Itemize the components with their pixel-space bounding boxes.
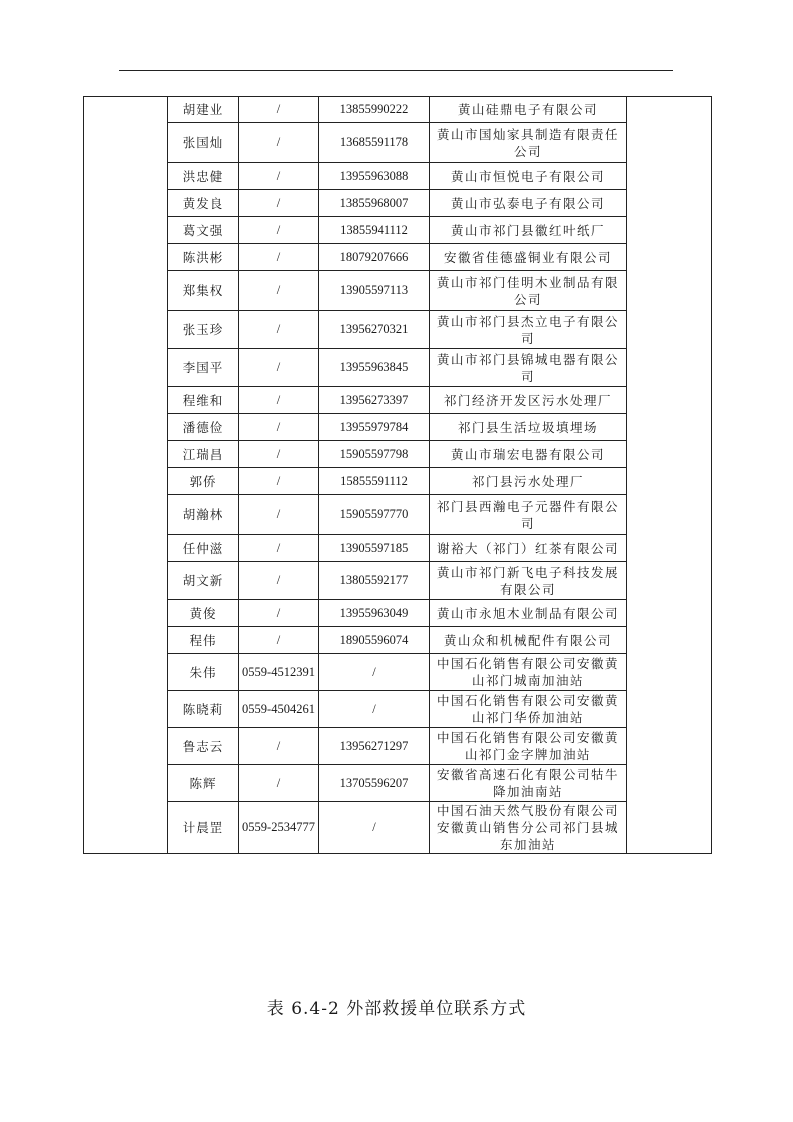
table-row	[84, 654, 712, 691]
name-cell: 陈洪彬	[168, 244, 239, 271]
phone-cell: /	[239, 728, 319, 765]
company-cell: 黄山市瑞宏电器有限公司	[430, 441, 627, 468]
phone-cell: /	[239, 349, 319, 387]
mobile-cell: 13855941112	[319, 217, 430, 244]
company-cell: 中国石油天然气股份有限公司安徽黄山销售分公司祁门县城东加油站	[430, 802, 627, 854]
mobile-cell: 13855990222	[319, 97, 430, 123]
phone-cell: /	[239, 535, 319, 562]
name-cell: 陈辉	[168, 765, 239, 802]
mobile-cell: 13955963845	[319, 349, 430, 387]
phone-cell: /	[239, 123, 319, 163]
phone-cell: /	[239, 271, 319, 311]
phone-cell: /	[239, 190, 319, 217]
table-row	[84, 387, 712, 414]
name-cell: 鲁志云	[168, 728, 239, 765]
phone-cell: /	[239, 468, 319, 495]
mobile-cell: 13956271297	[319, 728, 430, 765]
table-row	[84, 244, 712, 271]
mobile-cell: 13956273397	[319, 387, 430, 414]
mobile-cell: 13955979784	[319, 414, 430, 441]
table-row	[84, 441, 712, 468]
table-row	[84, 123, 712, 163]
mobile-cell: 15905597798	[319, 441, 430, 468]
mobile-cell: /	[319, 654, 430, 691]
company-cell: 黄山硅鼎电子有限公司	[430, 97, 627, 123]
phone-cell: /	[239, 441, 319, 468]
company-cell: 祁门县西瀚电子元器件有限公司	[430, 495, 627, 535]
name-cell: 朱伟	[168, 654, 239, 691]
mobile-cell: /	[319, 691, 430, 728]
table-row	[84, 495, 712, 535]
company-cell: 黄山市祁门县徽红叶纸厂	[430, 217, 627, 244]
name-cell: 任仲滋	[168, 535, 239, 562]
phone-cell: 0559-4512391	[239, 654, 319, 691]
table-row	[84, 163, 712, 190]
mobile-cell: 15855591112	[319, 468, 430, 495]
name-cell: 郑集权	[168, 271, 239, 311]
name-cell: 陈晓莉	[168, 691, 239, 728]
name-cell: 潘德俭	[168, 414, 239, 441]
phone-cell: /	[239, 562, 319, 600]
table-row	[84, 414, 712, 441]
company-cell: 安徽省佳德盛铜业有限公司	[430, 244, 627, 271]
name-cell: 黄发良	[168, 190, 239, 217]
remarks-cell	[627, 97, 712, 854]
contact-table-body	[84, 97, 712, 854]
company-cell: 黄山市永旭木业制品有限公司	[430, 600, 627, 627]
company-cell: 黄山市祁门新飞电子科技发展有限公司	[430, 562, 627, 600]
phone-cell: /	[239, 311, 319, 349]
name-cell: 黄俊	[168, 600, 239, 627]
phone-cell: /	[239, 244, 319, 271]
name-cell: 程伟	[168, 627, 239, 654]
table-row	[84, 600, 712, 627]
mobile-cell: 18905596074	[319, 627, 430, 654]
phone-cell: /	[239, 495, 319, 535]
name-cell: 江瑞昌	[168, 441, 239, 468]
name-cell: 张玉珍	[168, 311, 239, 349]
contact-table	[83, 96, 712, 854]
phone-cell: /	[239, 627, 319, 654]
table-row	[84, 311, 712, 349]
phone-cell: /	[239, 217, 319, 244]
table-row	[84, 535, 712, 562]
company-cell: 黄山市国灿家具制造有限责任公司	[430, 123, 627, 163]
company-cell: 黄山众和机械配件有限公司	[430, 627, 627, 654]
mobile-cell: 15905597770	[319, 495, 430, 535]
company-cell: 黄山市祁门县杰立电子有限公司	[430, 311, 627, 349]
company-cell: 祁门经济开发区污水处理厂	[430, 387, 627, 414]
table-row	[84, 190, 712, 217]
mobile-cell: 13955963049	[319, 600, 430, 627]
table-row	[84, 562, 712, 600]
name-cell: 李国平	[168, 349, 239, 387]
phone-cell: /	[239, 765, 319, 802]
category-cell	[84, 97, 168, 854]
company-cell: 安徽省高速石化有限公司牯牛降加油南站	[430, 765, 627, 802]
phone-cell: /	[239, 387, 319, 414]
table-row	[84, 468, 712, 495]
phone-cell: 0559-2534777	[239, 802, 319, 854]
name-cell: 计晨罡	[168, 802, 239, 854]
name-cell: 洪忠健	[168, 163, 239, 190]
company-cell: 黄山市祁门县锦城电器有限公司	[430, 349, 627, 387]
name-cell: 张国灿	[168, 123, 239, 163]
mobile-cell: 18079207666	[319, 244, 430, 271]
company-cell: 中国石化销售有限公司安徽黄山祁门华侨加油站	[430, 691, 627, 728]
table-row	[84, 691, 712, 728]
name-cell: 葛文强	[168, 217, 239, 244]
mobile-cell: /	[319, 802, 430, 854]
company-cell: 中国石化销售有限公司安徽黄山祁门金字牌加油站	[430, 728, 627, 765]
name-cell: 胡瀚林	[168, 495, 239, 535]
name-cell: 胡建业	[168, 97, 239, 123]
mobile-cell: 13955963088	[319, 163, 430, 190]
name-cell: 胡文新	[168, 562, 239, 600]
mobile-cell: 13855968007	[319, 190, 430, 217]
name-cell: 郭侨	[168, 468, 239, 495]
table-row	[84, 271, 712, 311]
table-row	[84, 765, 712, 802]
company-cell: 黄山市弘泰电子有限公司	[430, 190, 627, 217]
company-cell: 谢裕大（祁门）红茶有限公司	[430, 535, 627, 562]
table-row	[84, 728, 712, 765]
phone-cell: /	[239, 414, 319, 441]
name-cell: 程维和	[168, 387, 239, 414]
company-cell: 黄山市祁门佳明木业制品有限公司	[430, 271, 627, 311]
phone-cell: /	[239, 163, 319, 190]
table-row	[84, 97, 712, 123]
table-row	[84, 802, 712, 854]
mobile-cell: 13805592177	[319, 562, 430, 600]
company-cell: 祁门县污水处理厂	[430, 468, 627, 495]
header-rule	[119, 70, 673, 71]
company-cell: 中国石化销售有限公司安徽黄山祁门城南加油站	[430, 654, 627, 691]
table-row	[84, 217, 712, 244]
mobile-cell: 13905597113	[319, 271, 430, 311]
phone-cell: 0559-4504261	[239, 691, 319, 728]
table-caption: 表 6.4-2 外部救援单位联系方式	[266, 999, 527, 1019]
company-cell: 黄山市恒悦电子有限公司	[430, 163, 627, 190]
table-row	[84, 349, 712, 387]
mobile-cell: 13956270321	[319, 311, 430, 349]
table-row	[84, 627, 712, 654]
mobile-cell: 13705596207	[319, 765, 430, 802]
company-cell: 祁门县生活垃圾填埋场	[430, 414, 627, 441]
phone-cell: /	[239, 97, 319, 123]
mobile-cell: 13685591178	[319, 123, 430, 163]
phone-cell: /	[239, 600, 319, 627]
mobile-cell: 13905597185	[319, 535, 430, 562]
